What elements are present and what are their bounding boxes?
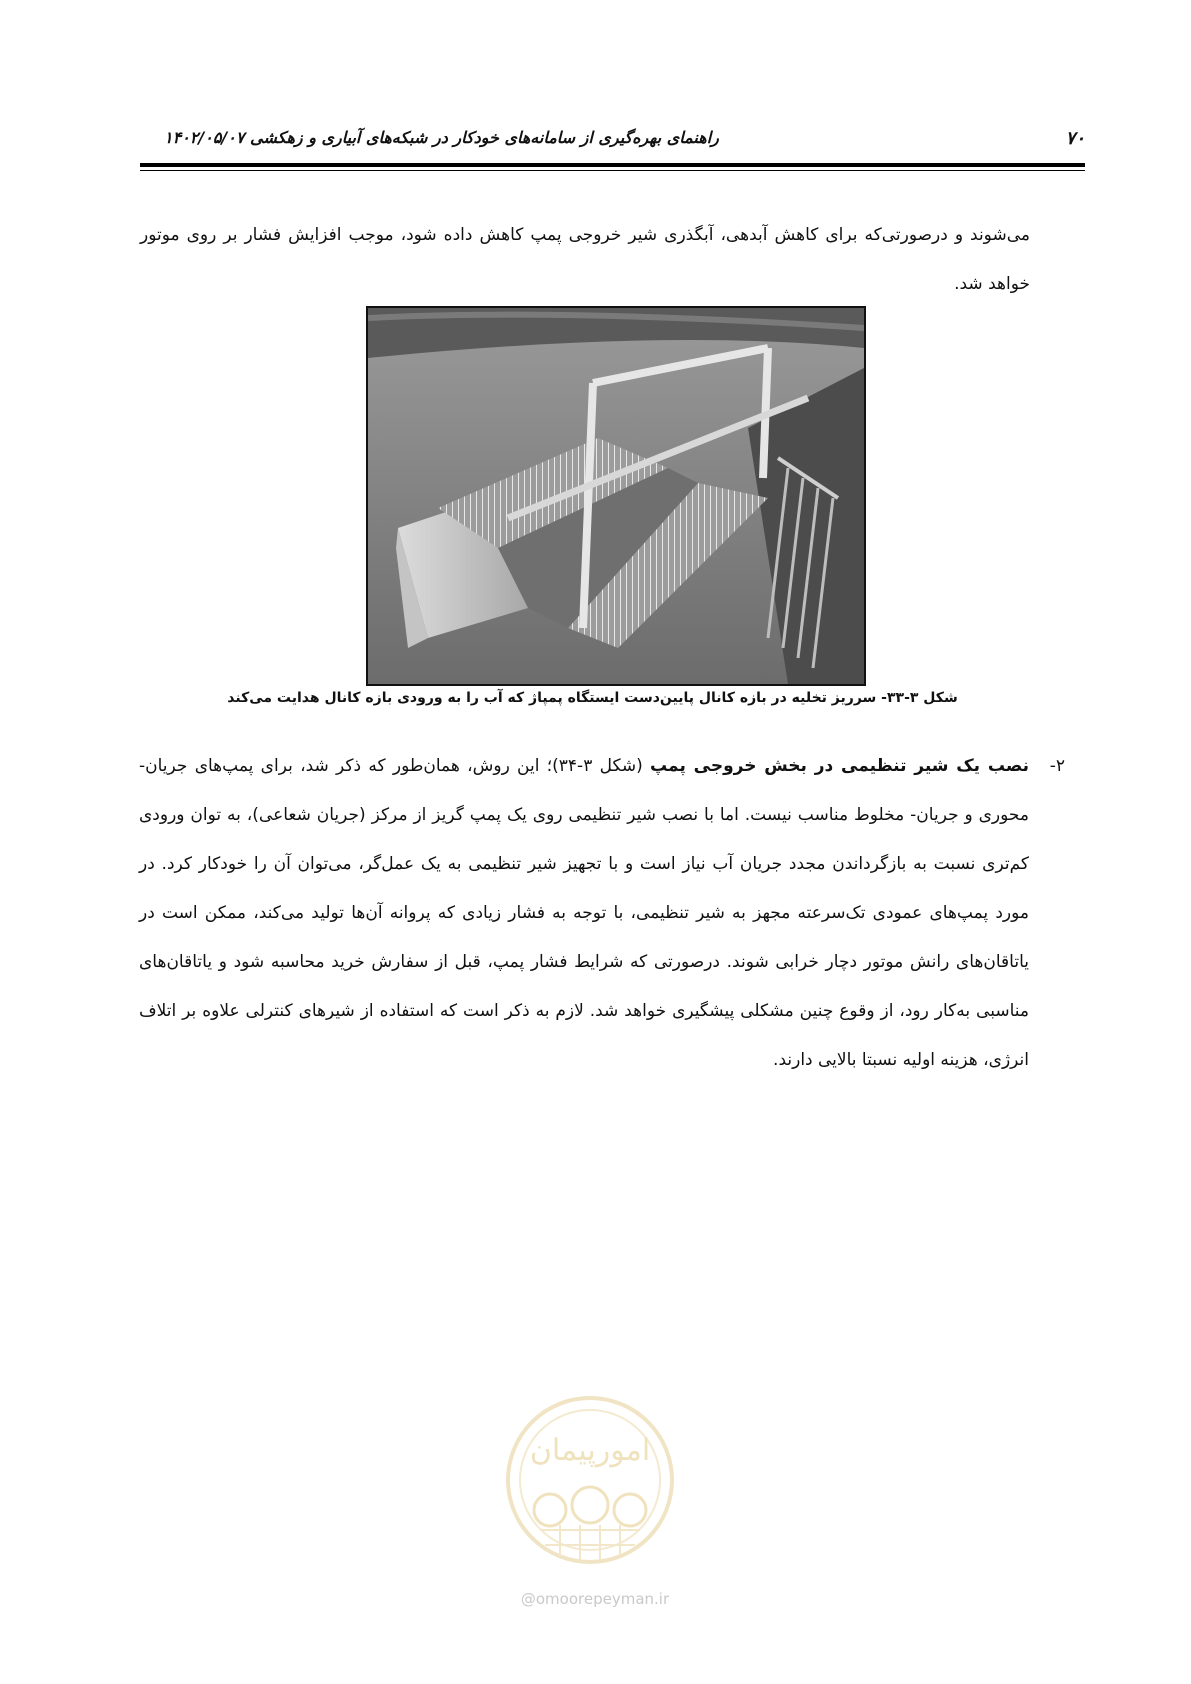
list-item-body: (شکل ۳-۳۴)؛ این روش، همان‌طور که ذکر شد، برای پمپ‌های جریان- محوری و جریان- مخلوط مناسب نیست. اما با نصب شیر تنظیمی روی یک پمپ گریز از مرکز (جریان شعاعی)، به توان ورودی کم‌تری نسبت به بازگرداندن مجدد جریان آب نیاز است و با تجهیز شیر تنظیمی به یک عمل‌گر، می‌توان آن را خودکار کرد. در مورد پمپ‌های عمودی تک‌سرعته مجهز به شیر تنظیمی، با توجه به فشار زیادی که پروانه آن‌ها تولید می‌کند، ممکن است در یاتاقان‌های رانش موتور دچار خرابی شوند. درصورتی که شرایط فشار پمپ، قبل از سفارش خرید محاسبه شود و یاتاقان‌های مناسبی به‌کار رود، از وقوع چنین مشکلی پیشگیری خواهد شد. لازم به ذکر است که استفاده از شیرهای کنترلی علاوه بر اتلاف انرژی، هزینه اولیه نسبتا بالایی دارند. bbox=[139, 756, 1029, 1070]
figure-caption: شکل ۳-۳۳- سرریز تخلیه در بازه کانال پایین‌دست ایستگاه پمپاژ که آب را به ورودی بازه کانال هدایت می‌کند bbox=[227, 690, 958, 706]
header-date: ۱۴۰۲/۰۵/۰۷ bbox=[164, 128, 245, 147]
figure-spillway-photo bbox=[366, 306, 866, 686]
header-rule-thin bbox=[140, 170, 1085, 171]
header-rule-thick bbox=[140, 163, 1085, 167]
page-header bbox=[140, 128, 1085, 158]
spillway-photo bbox=[368, 308, 864, 684]
running-title-text: راهنمای بهره‌گیری از سامانه‌های خودکار در شبکه‌های آبیاری و زهکشی bbox=[250, 128, 719, 147]
watermark-url: @omoorepeyman.ir bbox=[520, 1590, 670, 1608]
watermark-logo bbox=[500, 1390, 680, 1590]
list-item-number: ۲- bbox=[1049, 756, 1065, 776]
list-item-text bbox=[139, 742, 1029, 1085]
running-title bbox=[140, 128, 719, 147]
watermark-seal bbox=[500, 1390, 680, 1590]
watermark-logo-text: امورپیمان bbox=[529, 1433, 651, 1468]
paragraph-intro: می‌شوند و درصورتی‌که برای کاهش آبدهی، آبگذری شیر خروجی پمپ کاهش داده شود، موجب افزایش فشار بر روی موتور خواهد شد. bbox=[140, 225, 1030, 294]
list-item-bold-lead: نصب یک شیر تنظیمی در بخش خروجی پمپ bbox=[650, 756, 1029, 776]
page-number: ۷۰ bbox=[1065, 128, 1085, 149]
